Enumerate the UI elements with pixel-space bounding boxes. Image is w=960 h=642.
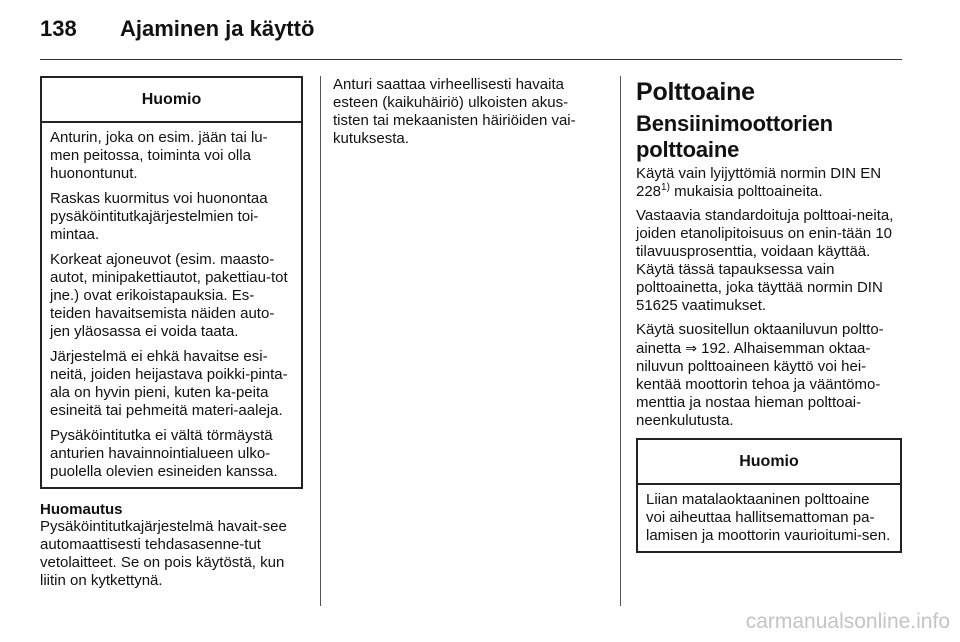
notice-paragraph: Korkeat ajoneuvot (esim. maasto-autot, minipakettiautot, pakettiau-tot jne.) ovat erikoistapauksia. Es-teiden havaitsemista näiden auto-jen yläosassa ei voida taata. — [50, 251, 288, 340]
body-paragraph: Vastaavia standardoituja polttoai-neita, joiden etanolipitoisuus on enin-tään 10 tilavuusprosenttia, voidaan käyttää. Käytä tässä tapauksessa vain polttoainetta, joka täyttää normin DIN 51625 vaatimukset. — [636, 207, 894, 314]
note-text: Pysäköintitutkajärjestelmä havait-see automaattisesti tehdasasenne-tut vetolaitteet. Se on pois käytöstä, kun liitin on kytkettynä. — [40, 518, 287, 589]
page-reference-icon[interactable]: ⇒ — [685, 340, 697, 356]
notice-paragraph: Liian matalaoktaaninen polttoaine voi aiheuttaa hallitsemattoman pa-lamisen ja moottorin vaurioitumi-sen. — [646, 491, 891, 544]
paragraph-text: Käytä vain lyijyttömiä normin DIN EN 228 — [636, 165, 882, 200]
notice-paragraph: Anturin, joka on esim. jään tai lu-men peitossa, toiminta voi olla huonontunut. — [50, 129, 268, 182]
subsection-title: Bensiinimoottorien polttoaine — [636, 111, 833, 162]
notice-paragraph: Raskas kuormitus voi huonontaa pysäköintitutkajärjestelmien toi-mintaa. — [50, 190, 268, 243]
body-paragraph — [636, 321, 902, 430]
paragraph-text: mukaisia polttoaineita. — [669, 183, 823, 200]
notice-heading: Huomio — [42, 78, 301, 123]
page-reference-link[interactable]: 192 — [696, 340, 727, 357]
page-header — [40, 14, 900, 48]
notice-paragraph: Järjestelmä ei ehkä havaitse esi-neitä, joiden heijastava poikki-pinta-ala on hyvin pieni, kuten ka-peita esineitä tai pehmeitä materi-aaleja. — [50, 348, 288, 419]
right-column — [636, 76, 902, 553]
paragraph-text: . Alhaisemman oktaa-niluvun polttoaineen käyttö voi hei-kentää moottorin tehoa ja vääntömo-menttia ja nostaa hieman polttoai-neenkulutusta. — [636, 340, 881, 429]
column-divider — [620, 76, 621, 606]
notice-body — [42, 123, 301, 487]
watermark: carmanualsonline.info — [745, 610, 950, 633]
note-block — [40, 501, 303, 590]
notice-box — [40, 76, 303, 489]
header-rule — [40, 59, 902, 60]
footnote-marker[interactable]: 1) — [661, 182, 670, 193]
page-number: 138 — [40, 16, 77, 41]
note-heading: Huomautus — [40, 501, 123, 518]
chapter-title: Ajaminen ja käyttö — [120, 16, 315, 41]
body-paragraph — [636, 165, 902, 201]
notice-body — [638, 485, 900, 551]
left-column — [40, 76, 303, 590]
notice-paragraph: Pysäköintitutka ei vältä törmäystä anturien havainnointialueen ulko-puolella olevien esineiden kanssa. — [50, 427, 278, 480]
notice-heading: Huomio — [638, 440, 900, 485]
section-title: Polttoaine — [636, 78, 755, 106]
body-paragraph: Anturi saattaa virheellisesti havaita esteen (kaikuhäiriö) ulkoisten akus-tisten tai mekaanisten häiriöiden vai-kutuksesta. — [333, 76, 576, 147]
notice-box — [636, 438, 902, 553]
column-divider — [320, 76, 321, 606]
paragraph-text: Käytä suositellun oktaaniluvun poltto-ainetta — [636, 321, 884, 357]
middle-column — [333, 76, 603, 148]
